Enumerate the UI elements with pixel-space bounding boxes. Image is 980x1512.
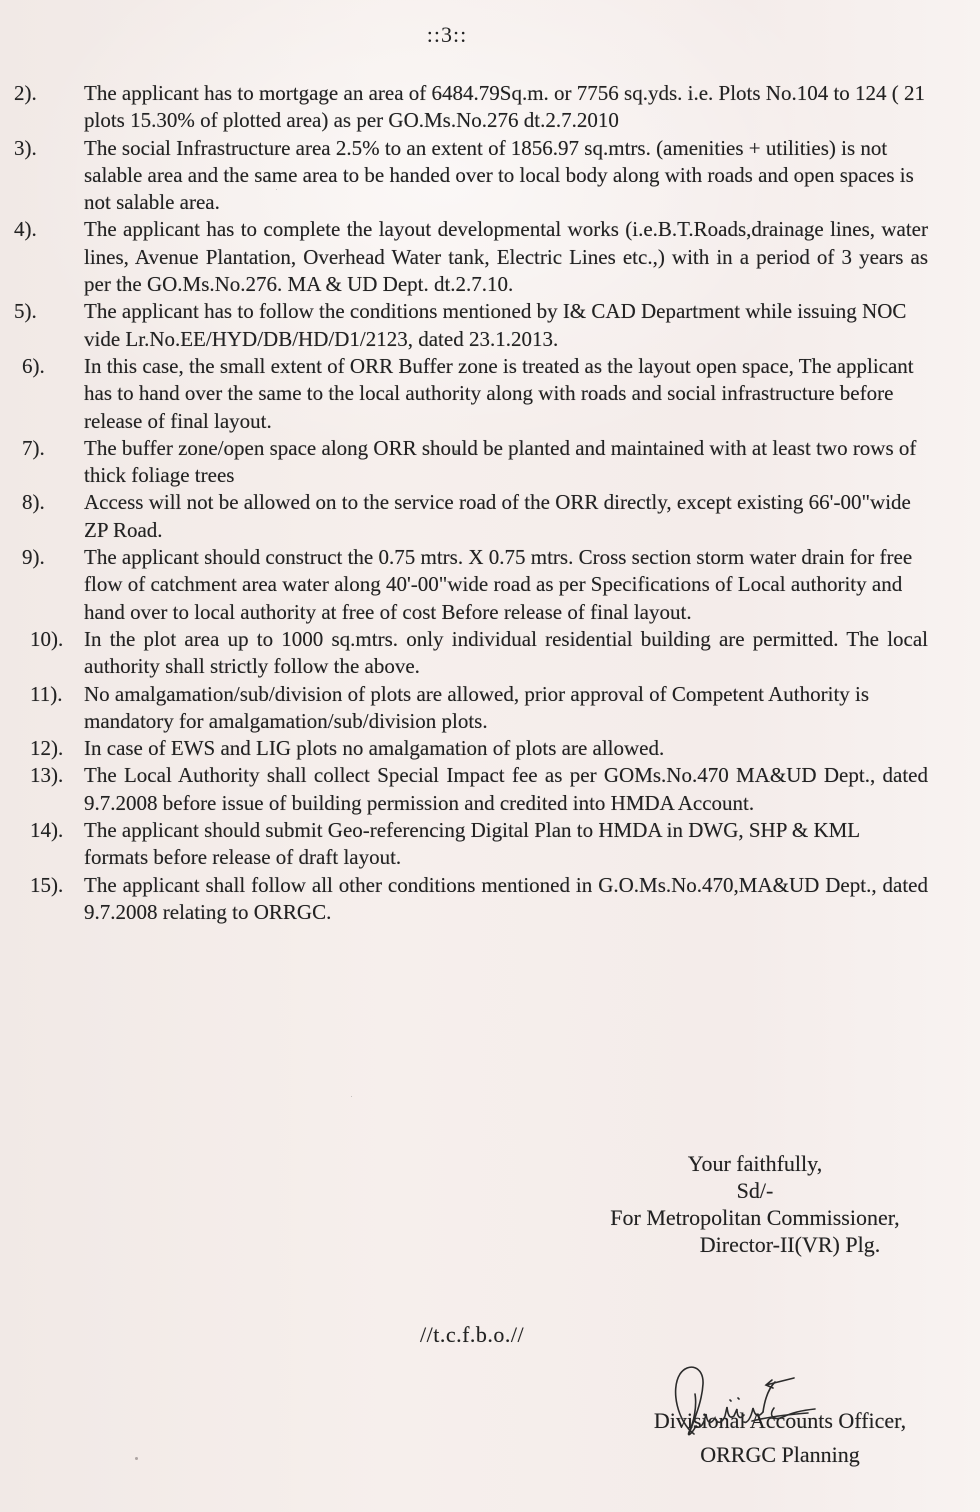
list-item [0, 544, 930, 626]
list-item [0, 762, 930, 817]
list-item [0, 353, 930, 435]
item-text: The applicant has to follow the conditions mentioned by I& CAD Department while issuing NOC vide Lr.No.EE/HYD/DB/HD/D1/2123, dated 23.1.2013. [84, 299, 907, 351]
item-number: 12). [30, 736, 64, 761]
tcfbo-note: //t.c.f.b.o.// [420, 1322, 525, 1347]
item-number: 10). [30, 626, 64, 651]
item-text: The Local Authority shall collect Special Impact fee as per GOMs.No.470 MA&UD Dept., dated 9.7.2008 before issue of building permission and credited into HMDA Account. [84, 763, 928, 815]
list-item [0, 626, 930, 681]
list-item [0, 216, 930, 298]
item-number: 9). [22, 545, 45, 570]
item-text: The applicant should construct the 0.75 mtrs. X 0.75 mtrs. Cross section storm water drain for free flow of catchment area water along 40'-00"wide road as per Specifications of Local authority and hand over to local authority at free of cost Before release of final layout. [84, 545, 913, 624]
item-text: In case of EWS and LIG plots no amalgamation of plots are allowed. [84, 736, 665, 761]
list-item [0, 735, 930, 762]
item-number: 8). [22, 490, 45, 515]
officer-dept: ORRGC Planning [700, 1442, 860, 1467]
list-item [0, 489, 930, 544]
item-text: Access will not be allowed on to the service road of the ORR directly, except existing 66'-00"wide ZP Road. [84, 490, 911, 542]
list-item [0, 135, 930, 217]
item-number: 6). [22, 353, 45, 378]
item-number: 7). [22, 435, 45, 460]
closing-designation: Director-II(VR) Plg. [699, 1232, 881, 1257]
closing-signature-block [585, 1150, 925, 1258]
conditions-list [0, 80, 930, 926]
list-item [0, 817, 930, 872]
item-text: The social Infrastructure area 2.5% to an extent of 1856.97 sq.mtrs. (amenities + utilities) is not salable area and the same area to be handed over to local body along with roads and open spaces is not salable area. [84, 135, 914, 215]
item-text: No amalgamation/sub/division of plots are allowed, prior approval of Competent Authority is mandatory for amalgamation/sub/division plots. [84, 681, 870, 733]
item-text: In the plot area up to 1000 sq.mtrs. only individual residential building are permitted. The local authority shall strictly follow the above. [84, 626, 928, 679]
item-number: 15). [30, 872, 64, 897]
list-item [0, 872, 930, 927]
item-number: 13). [30, 763, 64, 788]
list-item [0, 681, 930, 736]
item-number: 5). [14, 299, 37, 324]
item-number: 11). [30, 681, 63, 706]
item-text: The applicant should submit Geo-referencing Digital Plan to HMDA in DWG, SHP & KML formats before release of draft layout. [84, 818, 860, 870]
page-number: ::3:: [426, 22, 468, 47]
list-item [0, 435, 930, 490]
item-text: The applicant shall follow all other conditions mentioned in G.O.Ms.No.470,MA&UD Dept., dated 9.7.2008 relating to ORRGC. [84, 872, 928, 924]
closing-salutation: Your faithfully, [687, 1151, 823, 1176]
list-item [0, 298, 930, 353]
officer-signature-block [610, 1404, 950, 1472]
handwritten-signature-icon [648, 1358, 828, 1442]
closing-for: For Metropolitan Commissioner, [610, 1205, 900, 1230]
item-text: The applicant has to complete the layout developmental works (i.e.B.T.Roads,drainage lines, water lines, Avenue Plantation, Overhead Water tank, Electric Lines etc.,) with in a period of 3 years as per the GO.Ms.No.276. MA & UD Dept. dt.2.7.10. [84, 217, 928, 297]
item-text: The applicant has to mortgage an area of 6484.79Sq.m. or 7756 sq.yds. i.e. Plots No.104 to 124 ( 21 plots 15.30% of plotted area) as per GO.Ms.No.276 dt.2.7.2010 [84, 81, 926, 133]
item-text: In this case, the small extent of ORR Buffer zone is treated as the layout open space, The applicant has to hand over the same to the local authority along with roads and social infrastructure before release of final layout. [84, 353, 914, 433]
closing-sd: Sd/- [736, 1178, 774, 1203]
list-item [0, 80, 930, 135]
item-number: 14). [30, 818, 64, 843]
item-text: The buffer zone/open space along ORR should be planted and maintained with at least two rows of thick foliage trees [84, 435, 917, 488]
item-number: 3). [14, 135, 37, 160]
officer-title: Divisional Accounts Officer, [653, 1408, 907, 1433]
item-number: 4). [14, 217, 37, 242]
item-number: 2). [14, 81, 37, 105]
